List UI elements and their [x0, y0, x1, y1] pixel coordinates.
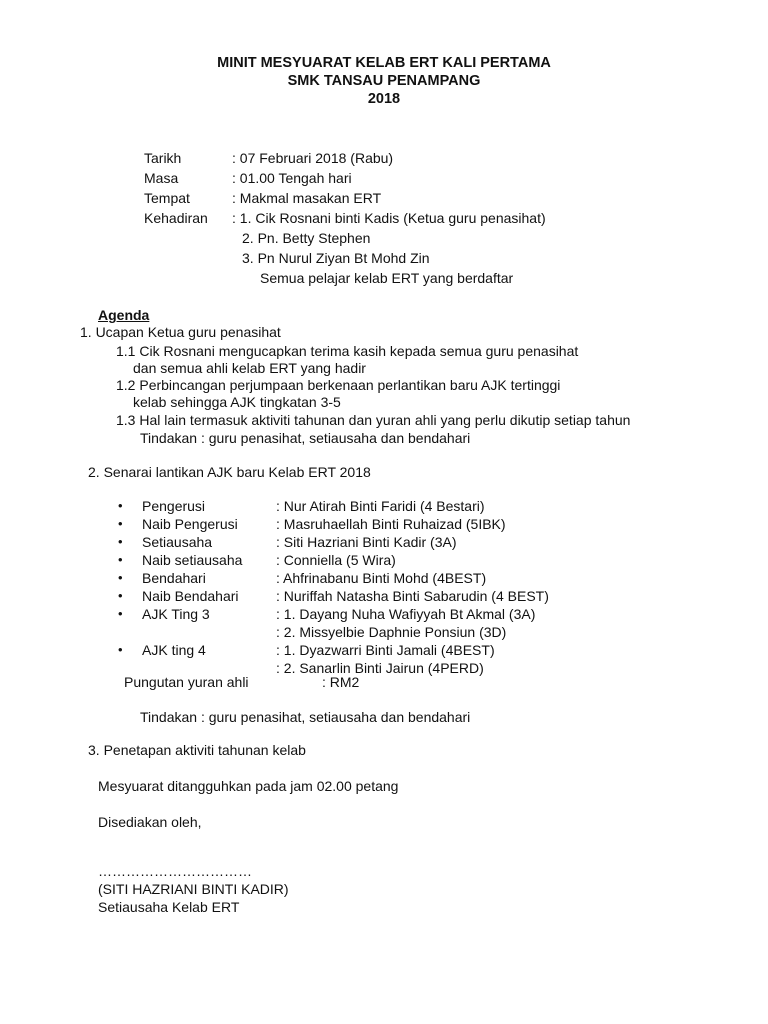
- prepared-by: Disediakan oleh,: [98, 814, 202, 830]
- ajk-member: : 1. Dayang Nuha Wafiyyah Bt Akmal (3A): [276, 606, 536, 622]
- bullet: •: [118, 498, 123, 513]
- tindakan-2: Tindakan : guru penasihat, setiausaha dan bendahari: [140, 709, 471, 725]
- ajk-member: : 1. Dyazwarri Binti Jamali (4BEST): [276, 642, 495, 658]
- tarikh-label: Tarikh: [144, 150, 182, 166]
- ajk-role: AJK ting 4: [142, 642, 206, 658]
- tempat-label: Tempat: [144, 190, 190, 206]
- agenda-item-1-3-a: 1.3 Hal lain termasuk aktiviti tahunan dan yuran ahli yang perlu dikutip setiap tahun: [116, 412, 631, 428]
- kehadiran-item-1: : 1. Cik Rosnani binti Kadis (Ketua guru penasihat): [232, 210, 546, 226]
- bullet: •: [118, 552, 123, 567]
- agenda-item-1: 1. Ucapan Ketua guru penasihat: [80, 324, 281, 340]
- title-line-1: MINIT MESYUARAT KELAB ERT KALI PERTAMA: [217, 55, 551, 71]
- ajk-role: Pengerusi: [142, 498, 206, 514]
- ajk-role: AJK Ting 3: [142, 606, 210, 622]
- bullet: •: [118, 606, 123, 621]
- title-line-2: SMK TANSAU PENAMPANG: [287, 73, 481, 89]
- ajk-member: : Conniella (5 Wira): [276, 552, 396, 568]
- yuran-label: Pungutan yuran ahli: [124, 674, 249, 690]
- ajk-role: Naib Bendahari: [142, 588, 239, 604]
- masa-label: Masa: [144, 170, 179, 186]
- ajk-member: : Siti Hazriani Binti Kadir (3A): [276, 534, 457, 550]
- adjourn-text: Mesyuarat ditangguhkan pada jam 02.00 petang: [98, 778, 399, 794]
- bullet: •: [118, 570, 123, 585]
- agenda-item-1-1-b: dan semua ahli kelab ERT yang hadir: [133, 360, 366, 376]
- kehadiran-item-3: 3. Pn Nurul Ziyan Bt Mohd Zin: [242, 250, 430, 266]
- document-title: [0, 54, 768, 108]
- bullet: •: [118, 534, 123, 549]
- ajk-role: Bendahari: [142, 570, 206, 586]
- agenda-item-3: 3. Penetapan aktiviti tahunan kelab: [88, 742, 306, 758]
- tempat-value: : Makmal masakan ERT: [232, 190, 382, 206]
- signatory-role: Setiausaha Kelab ERT: [98, 899, 240, 915]
- masa-value: : 01.00 Tengah hari: [232, 170, 352, 186]
- title-line-3: 2018: [367, 91, 401, 107]
- ajk-member: : Ahfrinabanu Binti Mohd (4BEST): [276, 570, 487, 586]
- bullet: •: [118, 516, 123, 531]
- ajk-member: : Nur Atirah Binti Faridi (4 Bestari): [276, 498, 485, 514]
- ajk-role: Naib Pengerusi: [142, 516, 238, 532]
- yuran-value: : RM2: [322, 674, 360, 690]
- kehadiran-item-2: 2. Pn. Betty Stephen: [242, 230, 371, 246]
- ajk-member: : 2. Missyelbie Daphnie Ponsiun (3D): [276, 624, 507, 640]
- agenda-item-2: 2. Senarai lantikan AJK baru Kelab ERT 2018: [88, 464, 371, 480]
- signature-line: ……………………………: [98, 863, 252, 879]
- ajk-role: Naib setiausaha: [142, 552, 243, 568]
- kehadiran-label: Kehadiran: [144, 210, 208, 226]
- ajk-member: : Nuriffah Natasha Binti Sabarudin (4 BEST): [276, 588, 549, 604]
- agenda-item-1-2-b: kelab sehingga AJK tingkatan 3-5: [133, 394, 341, 410]
- agenda-heading: Agenda: [98, 307, 150, 323]
- tarikh-value: : 07 Februari 2018 (Rabu): [232, 150, 394, 166]
- ajk-role: Setiausaha: [142, 534, 213, 550]
- ajk-member: : Masruhaellah Binti Ruhaizad (5IBK): [276, 516, 506, 532]
- bullet: •: [118, 588, 123, 603]
- signatory-name: (SITI HAZRIANI BINTI KADIR): [98, 881, 289, 897]
- bullet: •: [118, 642, 123, 657]
- agenda-item-1-2-a: 1.2 Perbincangan perjumpaan berkenaan perlantikan baru AJK tertinggi: [116, 377, 561, 393]
- agenda-item-1-1-a: 1.1 Cik Rosnani mengucapkan terima kasih kepada semua guru penasihat: [116, 343, 579, 359]
- ajk-member: : 2. Sanarlin Binti Jairun (4PERD): [276, 660, 484, 676]
- agenda-item-1-3-b: Tindakan : guru penasihat, setiausaha dan bendahari: [140, 430, 471, 446]
- kehadiran-item-4: Semua pelajar kelab ERT yang berdaftar: [260, 270, 514, 286]
